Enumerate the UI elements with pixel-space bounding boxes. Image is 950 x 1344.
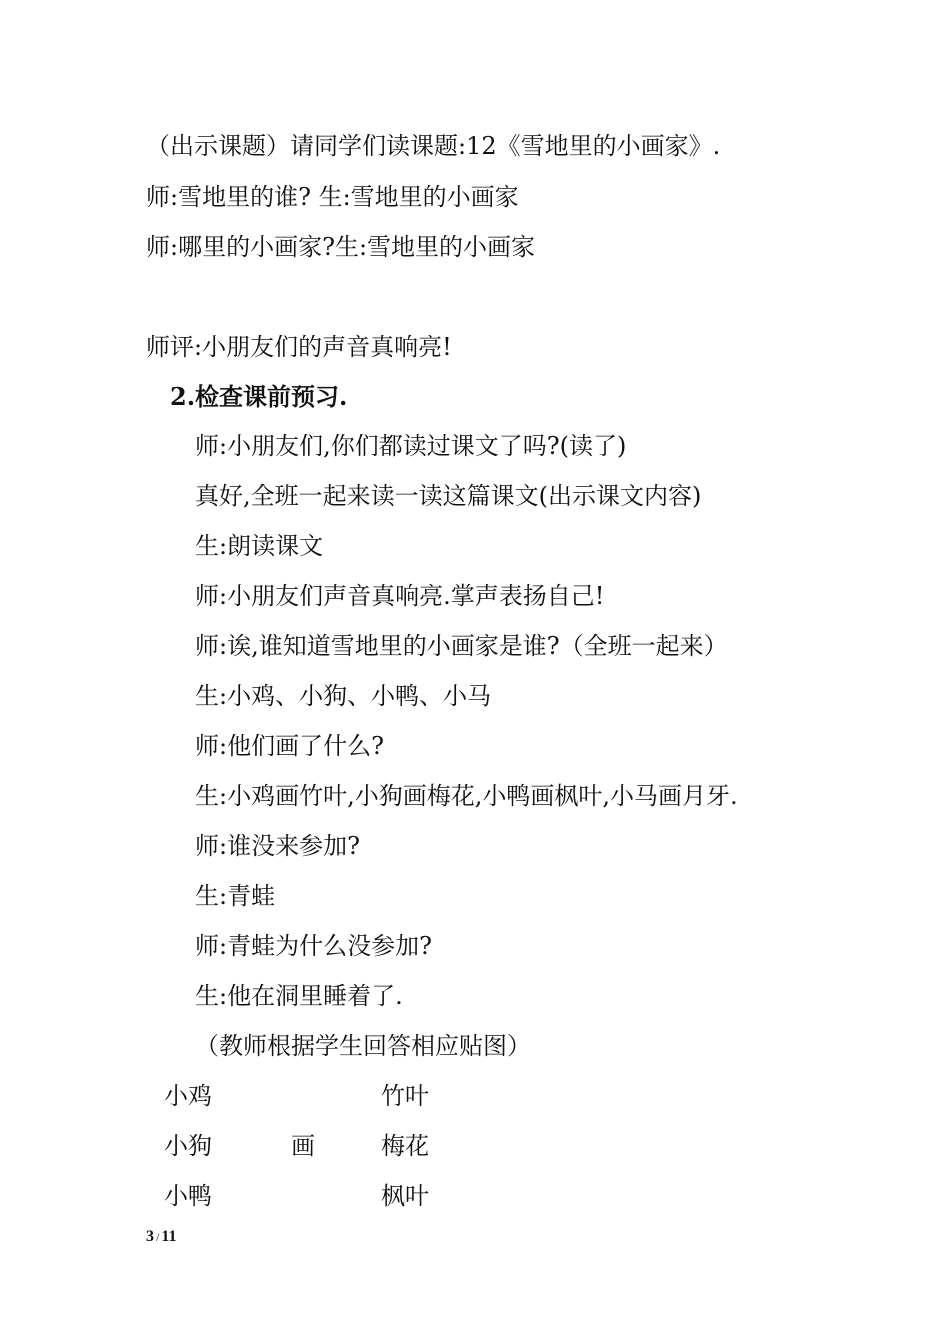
dialogue-line: 真好,全班一起来读一读这篇课文(出示课文内容) [195,482,702,510]
table-cell-verb: 画 [291,1132,315,1160]
intro-line-3: 师:哪里的小画家?生:雪地里的小画家 [146,233,536,261]
dialogue-line: 师:青蛙为什么没参加? [195,932,432,960]
table-cell-object: 竹叶 [381,1082,429,1110]
section-heading: 2.检查课前预习. [170,382,348,411]
dialogue-line: 师:小朋友们,你们都读过课文了吗?(读了) [195,432,627,460]
page-number-total: 11 [161,1228,177,1245]
page-number [146,1227,176,1247]
dialogue-line: 师:诶,谁知道雪地里的小画家是谁?（全班一起来） [195,632,728,660]
dialogue-line: 生:小鸡、小狗、小鸭、小马 [195,682,492,710]
dialogue-line: 生:朗读课文 [195,532,324,560]
intro-line-2: 师:雪地里的谁? 生:雪地里的小画家 [146,183,519,211]
table-cell-animal: 小鸡 [164,1082,212,1110]
teacher-note: （教师根据学生回答相应贴图） [195,1032,531,1060]
page-number-current: 3 [146,1228,154,1245]
dialogue-line: 师:小朋友们声音真响亮.掌声表扬自己! [195,582,605,610]
intro-line-4: 师评:小朋友们的声音真响亮! [146,333,452,361]
dialogue-line: 师:他们画了什么? [195,732,384,760]
table-cell-animal: 小鸭 [164,1182,212,1210]
dialogue-line: 生:青蛙 [195,882,276,910]
page-number-separator: / [156,1230,160,1244]
table-cell-object: 梅花 [381,1132,429,1160]
table-cell-animal: 小狗 [164,1132,212,1160]
table-cell-object: 枫叶 [381,1182,429,1210]
dialogue-line: 生:小鸡画竹叶,小狗画梅花,小鸭画枫叶,小马画月牙. [195,782,738,810]
dialogue-line: 生:他在洞里睡着了. [195,982,403,1010]
intro-line-1: （出示课题）请同学们读课题:12《雪地里的小画家》. [146,132,721,160]
dialogue-line: 师:谁没来参加? [195,832,360,860]
